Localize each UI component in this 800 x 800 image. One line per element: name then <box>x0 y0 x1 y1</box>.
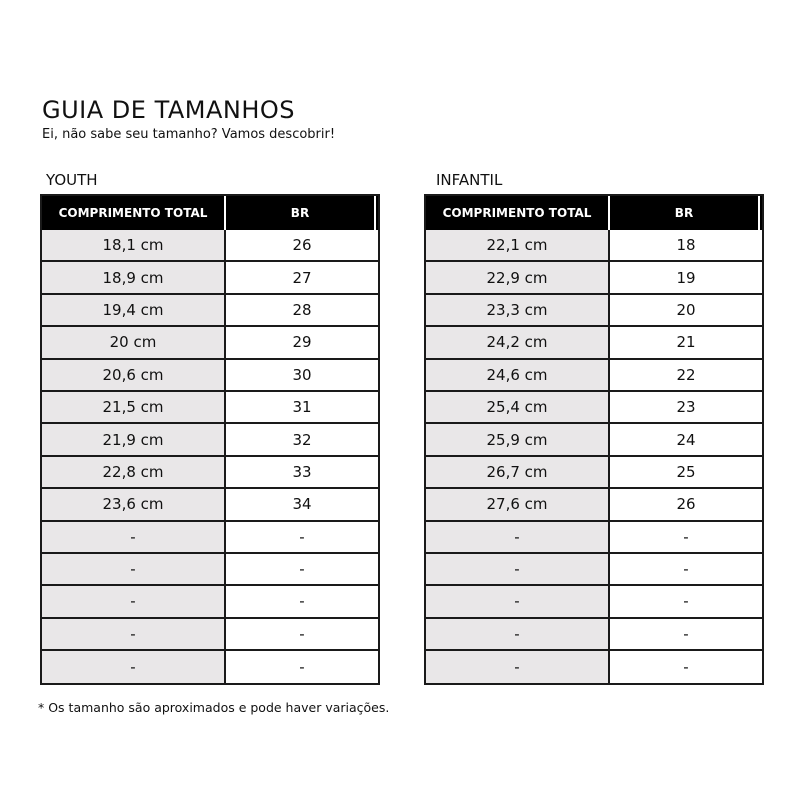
table-row <box>426 327 762 359</box>
cell-br-size: 31 <box>292 398 312 417</box>
table-row <box>42 327 378 359</box>
table-row <box>42 522 378 554</box>
cell-length: - <box>426 554 610 584</box>
table-row <box>42 489 378 521</box>
table-row <box>426 230 762 262</box>
size-table-infantil <box>424 194 764 685</box>
cell-br-size: 18 <box>676 236 696 255</box>
table-row <box>426 651 762 683</box>
cell-length: 24,2 cm <box>426 327 610 357</box>
cell-br-size: 28 <box>292 300 312 319</box>
cell-length: 20 cm <box>42 327 226 357</box>
table-row <box>426 295 762 327</box>
cell-br-size: 21 <box>676 333 696 352</box>
cell-length: 23,6 cm <box>42 489 226 519</box>
table-row <box>426 360 762 392</box>
cell-br-size: 26 <box>292 236 312 255</box>
table-row <box>42 457 378 489</box>
cell-br-size: - <box>683 658 689 677</box>
cell-length: 20,6 cm <box>42 360 226 390</box>
table-row <box>426 586 762 618</box>
cell-length: - <box>42 522 226 552</box>
cell-length: - <box>426 586 610 616</box>
cell-br-size: 19 <box>676 268 696 287</box>
cell-length: 19,4 cm <box>42 295 226 325</box>
cell-br-size: 29 <box>292 333 312 352</box>
footnote: * Os tamanho são aproximados e pode haver variações. <box>38 700 390 715</box>
table-header <box>42 196 378 230</box>
cell-length: 21,9 cm <box>42 424 226 454</box>
section-label-youth: YOUTH <box>46 171 98 189</box>
cell-length: 18,9 cm <box>42 262 226 292</box>
cell-br-size: - <box>683 624 689 643</box>
table-row <box>42 230 378 262</box>
cell-length: 26,7 cm <box>426 457 610 487</box>
cell-br-size: - <box>299 624 305 643</box>
cell-length: 21,5 cm <box>42 392 226 422</box>
cell-length: 25,4 cm <box>426 392 610 422</box>
page-title: GUIA DE TAMANHOS <box>42 96 296 124</box>
cell-length: 22,8 cm <box>42 457 226 487</box>
cell-br-size: 22 <box>676 365 696 384</box>
cell-br-size: - <box>683 592 689 611</box>
cell-br-size: - <box>299 592 305 611</box>
cell-length: - <box>42 586 226 616</box>
table-body <box>42 230 378 683</box>
cell-length: 27,6 cm <box>426 489 610 519</box>
table-row <box>42 392 378 424</box>
table-row <box>426 392 762 424</box>
cell-br-size: 34 <box>292 495 312 514</box>
cell-length: 18,1 cm <box>42 230 226 260</box>
table-row <box>426 262 762 294</box>
table-row <box>426 424 762 456</box>
cell-length: 22,1 cm <box>426 230 610 260</box>
table-row <box>426 522 762 554</box>
cell-length: - <box>42 651 226 683</box>
section-label-infantil: INFANTIL <box>436 171 503 189</box>
table-row <box>42 619 378 651</box>
cell-br-size: 33 <box>292 462 312 481</box>
table-row <box>42 586 378 618</box>
table-row <box>42 424 378 456</box>
cell-length: - <box>426 651 610 683</box>
cell-br-size: 30 <box>292 365 312 384</box>
cell-length: 25,9 cm <box>426 424 610 454</box>
table-row <box>42 295 378 327</box>
cell-br-size: 24 <box>676 430 696 449</box>
cell-length: 23,3 cm <box>426 295 610 325</box>
column-header-length: COMPRIMENTO TOTAL <box>42 196 226 230</box>
cell-br-size: - <box>299 527 305 546</box>
table-row <box>426 457 762 489</box>
size-table-youth <box>40 194 380 685</box>
column-header-length: COMPRIMENTO TOTAL <box>426 196 610 230</box>
table-row <box>426 619 762 651</box>
cell-length: 24,6 cm <box>426 360 610 390</box>
cell-br-size: 20 <box>676 300 696 319</box>
table-body <box>426 230 762 683</box>
cell-length: - <box>42 554 226 584</box>
cell-length: - <box>42 619 226 649</box>
cell-br-size: 23 <box>676 398 696 417</box>
table-row <box>42 262 378 294</box>
cell-br-size: - <box>299 658 305 677</box>
cell-length: - <box>426 619 610 649</box>
table-row <box>42 554 378 586</box>
table-row <box>42 360 378 392</box>
column-header-br: BR <box>610 196 760 230</box>
page-subtitle: Ei, não sabe seu tamanho? Vamos descobrir! <box>42 127 336 142</box>
cell-br-size: 27 <box>292 268 312 287</box>
cell-length: - <box>426 522 610 552</box>
table-header <box>426 196 762 230</box>
table-row <box>426 554 762 586</box>
cell-br-size: - <box>683 527 689 546</box>
cell-br-size: 32 <box>292 430 312 449</box>
table-row <box>42 651 378 683</box>
cell-br-size: 25 <box>676 462 696 481</box>
table-row <box>426 489 762 521</box>
column-header-br: BR <box>226 196 376 230</box>
cell-br-size: - <box>299 560 305 579</box>
cell-br-size: - <box>683 560 689 579</box>
cell-length: 22,9 cm <box>426 262 610 292</box>
cell-br-size: 26 <box>676 495 696 514</box>
